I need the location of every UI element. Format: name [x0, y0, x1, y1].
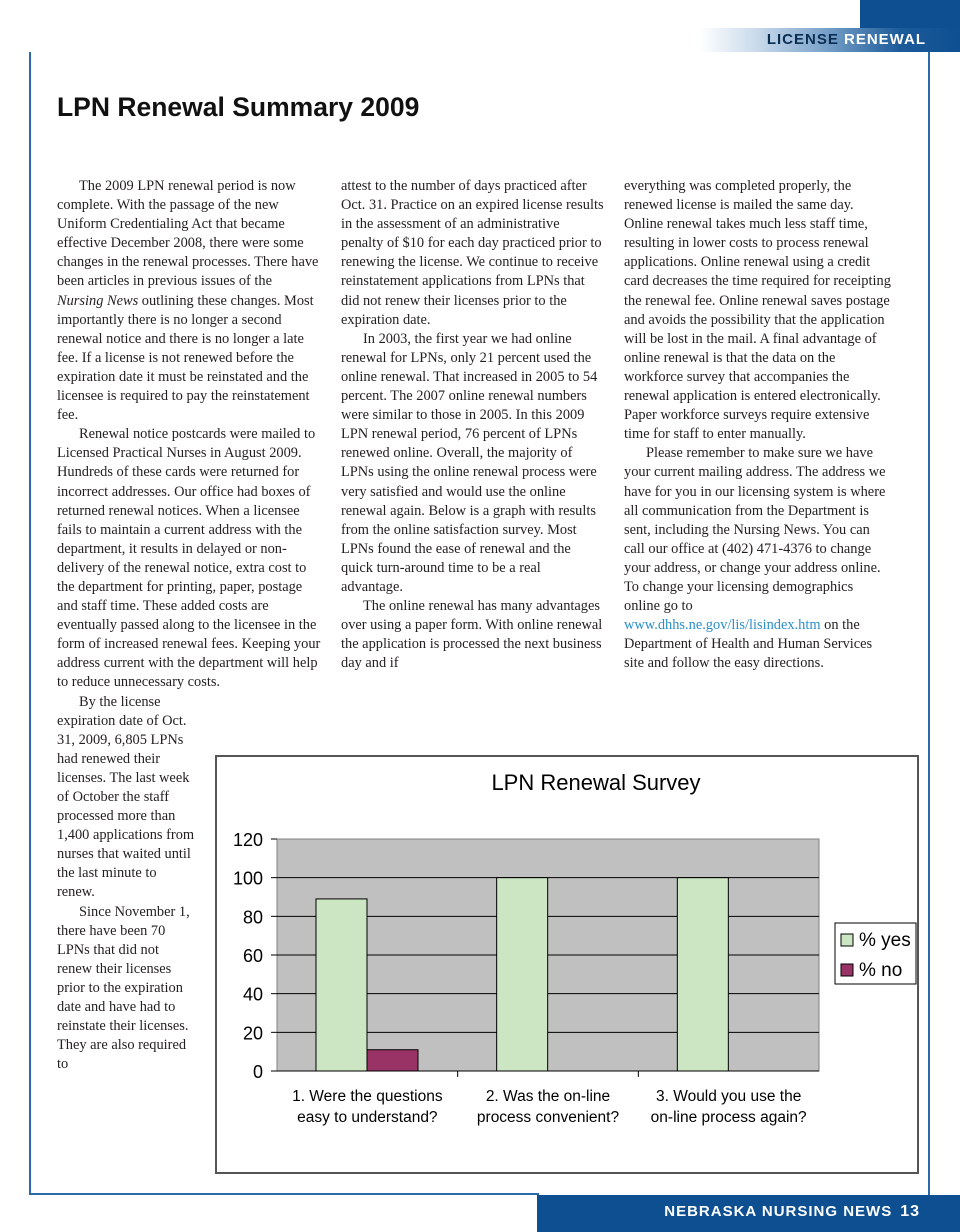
legend-swatch [841, 964, 853, 976]
chart-title: LPN Renewal Survey [491, 770, 701, 795]
category-label: 3. Would you use the [655, 1088, 802, 1105]
col1-paragraph-1 [57, 177, 321, 425]
category-label: on-line process again? [650, 1109, 807, 1126]
col1-narrow-block [57, 693, 197, 1075]
col1-p1-text-a: The 2009 LPN renewal period is now complete. With the passage of the new Uniform Credentialing Act that became effective December 2008, there were some changes in the renewal processes. There have been articles in previous issues of the [57, 178, 319, 290]
y-tick-label: 100 [232, 868, 263, 889]
page-number: 13 [900, 1203, 920, 1220]
website-link[interactable]: www.dhhs.ne.gov/lis/lisindex.htm [624, 617, 821, 634]
section-label-dark: LICENSE [766, 31, 839, 48]
frame-bottom-rule [29, 1193, 539, 1195]
section-label-light: RENEWAL [844, 31, 926, 48]
y-tick-label: 80 [242, 907, 263, 928]
survey-chart-svg [217, 757, 917, 1172]
article-title: LPN Renewal Summary 2009 [57, 92, 420, 122]
header-tab [860, 0, 960, 28]
category-label: 1. Were the questions [292, 1088, 443, 1105]
y-tick-label: 120 [232, 830, 263, 850]
publication-name: NEBRASKA NURSING NEWS [664, 1203, 893, 1220]
col3-paragraph-2 [624, 444, 892, 673]
column-3 [624, 177, 892, 673]
column-2 [341, 177, 604, 673]
col1-p1-italic: Nursing News [57, 292, 139, 309]
survey-chart [215, 755, 919, 1174]
category-label: process convenient? [476, 1109, 620, 1126]
col2-paragraph-1: attest to the number of days practiced after Oct. 31. Practice on an expired license results in the assessment of an administrative penalty of $10 for each day practiced prior to renewing the license. We continue to receive reinstatement applications from LPNs that did not renew their licenses prior to the expiration date. [341, 178, 604, 328]
legend-swatch [841, 934, 853, 946]
footer-text [664, 1199, 920, 1225]
legend-label: % yes [859, 930, 911, 951]
category-label: easy to understand? [297, 1109, 438, 1126]
category-label: 2. Was the on-line [485, 1088, 611, 1105]
col3-paragraph-1: everything was completed properly, the renewed license is mailed the same day. Online renewal takes much less staff time, resulting in lower costs to process renewal applications. Online renewal using a credit card decreases the time required for receipting the renewal fee. Online renewal saves postage and avoids the possibility that the application will be lost in the mail. A final advantage of online renewal is that the data on the workforce survey that accompanies the renewal application is entered electronically. Paper workforce surveys require extensive time for staff to enter manually. [624, 178, 891, 443]
col3-p2-text-b: on the Department of Health and Human Services site and follow the easy directions. [624, 617, 873, 672]
y-tick-label: 0 [252, 1062, 263, 1082]
bar-yes-2 [497, 878, 548, 1071]
section-label [767, 31, 926, 48]
col1-paragraph-4: Since November 1, there have been 70 LPNs that did not renew their licenses prior to the expiration date and have had to reinstate their licenses. They are also required to [57, 903, 190, 1073]
col1-paragraph-3: By the license expiration date of Oct. 31, 2009, 6,805 LPNs had renewed their licenses. The last week of October the staff processed more than 1,400 applications from nurses that waited until the last minute to renew. [57, 693, 195, 901]
col1-p1-text-b: outlining these changes. Most importantly there is no longer a second renewal notice and there is no longer a late fee. If a license is not renewed before the expiration date it must be reinstated and the licensee is required to pay the reinstatement fee. [57, 292, 314, 424]
y-tick-label: 20 [242, 1023, 263, 1044]
bar-no-1 [367, 1050, 418, 1071]
col3-p2-text-a: Please remember to make sure we have your current mailing address. The address we have for you in our licensing system is where all communication from the Department is sent, including the Nursing News. You can call our office at (402) 471-4376 to change your address, or change your address online. To change your licensing demographics online go to [624, 445, 886, 615]
col2-paragraph-2: In 2003, the first year we had online renewal for LPNs, only 21 percent used the online renewal. That increased in 2005 to 54 percent. The 2007 online renewal numbers were similar to those in 2005. In this 2009 LPN renewal period, 76 percent of LPNs renewed online. Overall, the majority of LPNs using the online renewal process were very satisfied and would use the online renewal again. Below is a graph with results from the online satisfaction survey. Most LPNs found the ease of renewal and the quick turn-around time to be a real advantage. [341, 330, 598, 595]
bar-yes-3 [677, 878, 728, 1071]
col2-paragraph-3: The online renewal has many advantages over using a paper form. With online renewal the application is processed the next business day and if [341, 598, 603, 672]
bar-yes-1 [316, 899, 367, 1071]
y-tick-label: 60 [242, 946, 263, 966]
col1-paragraph-2: Renewal notice postcards were mailed to Licensed Practical Nurses in August 2009. Hundreds of these cards were returned for incorrect addresses. Our office had boxes of returned renewal notices. When a licensee fails to maintain a current address with the department, it results in delayed or non-delivery of the renewal notice, extra cost to the department for printing, paper, postage and staff time. These added costs are eventually passed along to the licensee in the form of increased renewal fees. Keeping your address current with the department will help to reduce unnecessary costs. [57, 426, 321, 691]
legend-label: % no [859, 960, 903, 981]
y-tick-label: 40 [242, 984, 263, 1005]
